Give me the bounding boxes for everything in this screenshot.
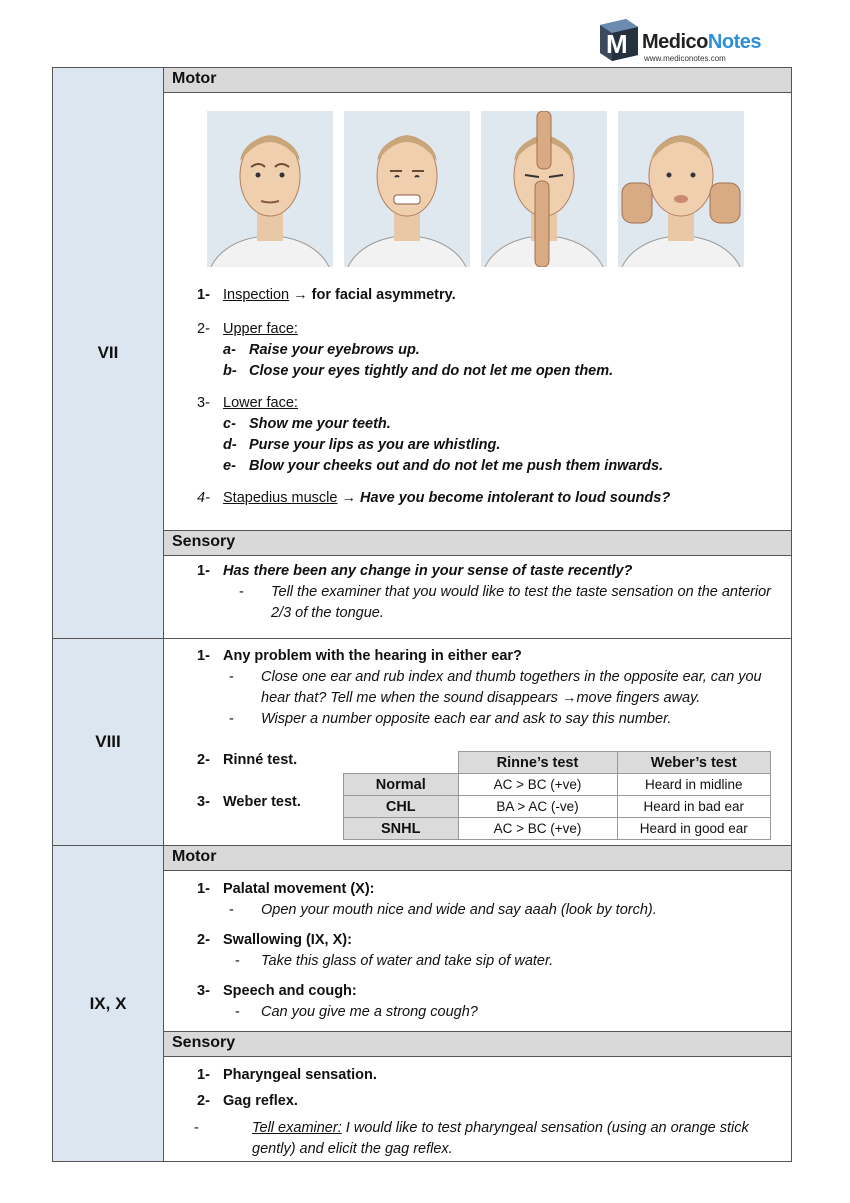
viii-item-hearing: 1- Any problem with the hearing in either ear? - Close one ear and rub index and thumb togethers in the opposite ear, can you hear that? Tell me when the sound disappears →move fingers away. - Wisper a number opposite each ear and ask to say this number. (197, 646, 791, 730)
viii-note-whisper: - Wisper a number opposite each ear and ask to say this number. (229, 711, 672, 727)
cell-rinne: BA > AC (-ve) (458, 796, 617, 818)
viii-item-weber: 3- Weber test. (197, 794, 301, 810)
ix-item-speech: 3- Speech and cough: - Can you give me a strong cough? (197, 981, 791, 1023)
vii-motor-header: Motor (164, 68, 792, 93)
logo-url: www.mediconotes.com (644, 54, 726, 63)
cell-rinne: AC > BC (+ve) (458, 774, 617, 796)
logo-brand: MedicoNotes (642, 31, 761, 53)
face-illustration-eyes-closed (481, 111, 607, 267)
upper-face-a: a- Raise your eyebrows up. (223, 342, 420, 358)
facial-exam-illustrations (164, 93, 791, 267)
row-label-snhl: SNHL (344, 818, 459, 840)
cranial-nerve-table (52, 67, 792, 1162)
arrow-icon: → (341, 490, 356, 506)
lower-face-e: e- Blow your cheeks out and do not let me push them inwards. (223, 458, 664, 474)
logo-cube-icon (596, 17, 642, 63)
nerve-ix-x-label: IX, X (53, 846, 164, 1162)
face-illustration-eyebrows (207, 111, 333, 267)
cell-weber: Heard in midline (617, 774, 771, 796)
ix-motor-content (164, 871, 792, 1032)
vii-sensory-header: Sensory (164, 531, 792, 556)
upper-face-b: b- Close your eyes tightly and do not let me open them. (223, 363, 614, 379)
vii-item-inspection: 1- Inspection → for facial asymmetry. (197, 287, 456, 303)
mediconotes-logo (596, 15, 761, 65)
cell-weber: Heard in bad ear (617, 796, 771, 818)
table-corner (344, 752, 459, 774)
arrow-icon: → (561, 690, 577, 706)
viii-note-rub: - Close one ear and rub index and thumb togethers in the opposite ear, can you hear that? Tell me when the sound disappears →move fingers away. (229, 669, 762, 706)
lower-face-c: c- Show me your teeth. (223, 416, 391, 432)
vii-item-stapedius: 4- Stapedius muscle → Have you become intolerant to loud sounds? (197, 490, 671, 506)
ix-note-swallowing: - Take this glass of water and take sip of water. (235, 953, 554, 969)
svg-text:M: M (606, 29, 628, 59)
ix-item-palatal: 1- Palatal movement (X): - Open your mouth nice and wide and say aaah (look by torch). (197, 879, 791, 921)
header-weber: Weber’s test (617, 752, 771, 774)
row-label-normal: Normal (344, 774, 459, 796)
ix-item-pharyngeal: 1- Pharyngeal sensation. (197, 1067, 377, 1083)
viii-item-rinne: 2- Rinné test. (197, 752, 298, 768)
arrow-icon: → (293, 287, 308, 303)
table-row (344, 818, 771, 840)
face-illustration-teeth (344, 111, 470, 267)
ix-item-swallowing: 2- Swallowing (IX, X): - Take this glass of water and take sip of water. (197, 930, 791, 972)
viii-content (164, 639, 792, 846)
ix-item-gag: 2- Gag reflex. (197, 1093, 298, 1109)
ix-sensory-header: Sensory (164, 1032, 792, 1057)
vii-item-upper-face: 2- Upper face: a- Raise your eyebrows up. b- Close your eyes tightly and do not let me open them. (197, 319, 791, 382)
ix-note-palatal: - Open your mouth nice and wide and say aaah (look by torch). (229, 902, 657, 918)
cell-rinne: AC > BC (+ve) (458, 818, 617, 840)
ix-sensory-content (164, 1057, 792, 1162)
lower-face-d: d- Purse your lips as you are whistling. (223, 437, 501, 453)
table-row (344, 774, 771, 796)
vii-sensory-taste: 1- Has there been any change in your sense of taste recently? - Tell the examiner that you would like to test the taste sensation on the anterior 2/3 of the tongue. (197, 561, 791, 624)
rinne-weber-table (343, 751, 771, 840)
ix-note-speech: - Can you give me a strong cough? (235, 1004, 478, 1020)
cell-weber: Heard in good ear (617, 818, 771, 840)
row-label-chl: CHL (344, 796, 459, 818)
vii-sensory-note: - Tell the examiner that you would like to test the taste sensation on the anterior 2/3 of the tongue. (239, 584, 772, 621)
vii-sensory-content (164, 556, 792, 639)
header-rinne: Rinne’s test (458, 752, 617, 774)
vii-item-lower-face: 3- Lower face: c- Show me your teeth. d- Purse your lips as you are whistling. e- Blow your cheeks out and do not let me push them inwards. (197, 393, 791, 477)
face-illustration-cheeks (618, 111, 744, 267)
vii-motor-content (164, 93, 792, 531)
ix-examiner-note: - Tell examiner: I would like to test pharyngeal sensation (using an orange stick gently) and elicit the gag reflex. (194, 1120, 749, 1157)
nerve-vii-label: VII (53, 68, 164, 639)
table-row (344, 796, 771, 818)
ix-motor-header: Motor (164, 846, 792, 871)
nerve-viii-label: VIII (53, 639, 164, 846)
